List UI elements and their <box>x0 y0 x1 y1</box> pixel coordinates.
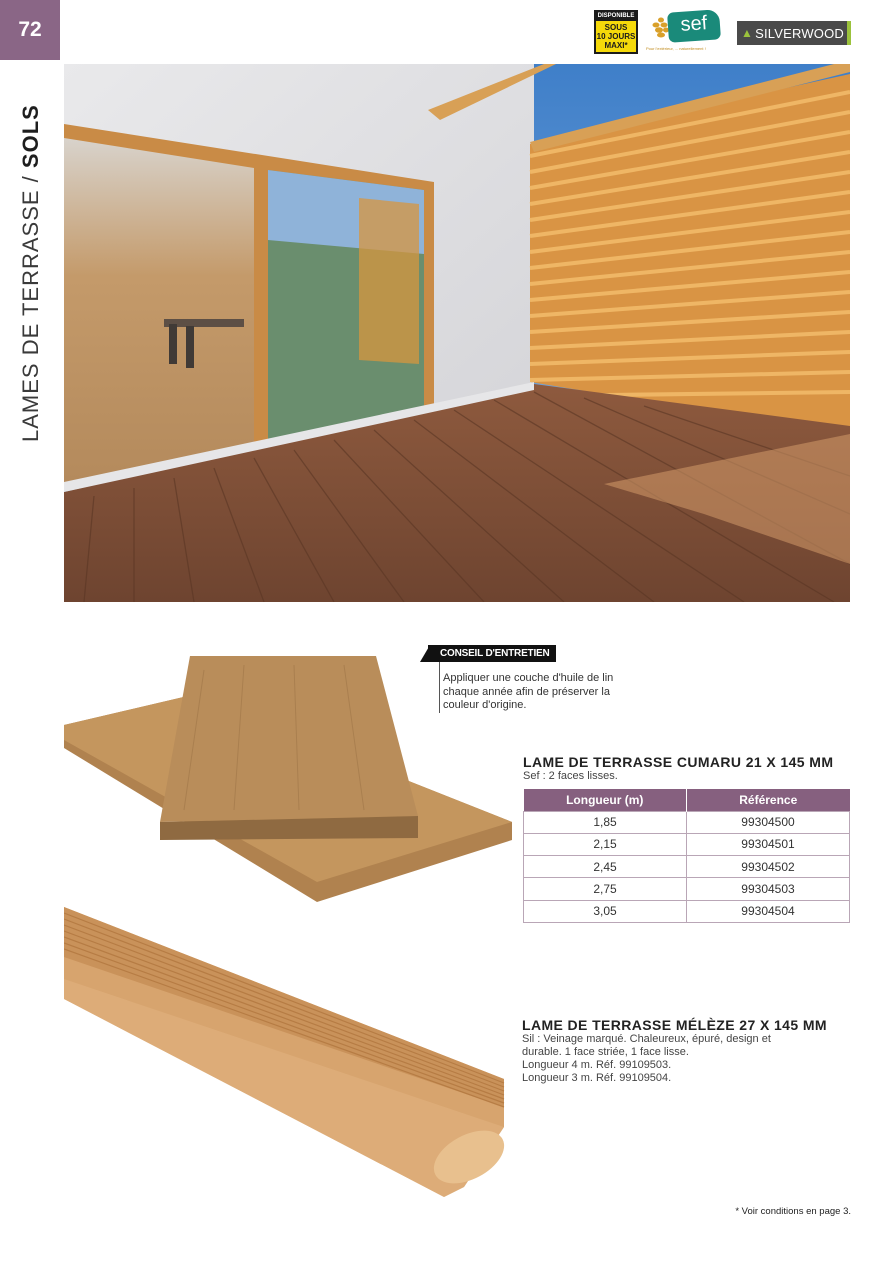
title-separator: / <box>18 168 43 190</box>
footnote: * Voir conditions en page 3. <box>735 1206 851 1217</box>
maintenance-tip <box>428 641 628 713</box>
meleze-line-2: durable. 1 face striée, 1 face lisse. <box>522 1046 689 1058</box>
section-name: SOLS <box>18 104 43 169</box>
table-row <box>524 900 850 922</box>
cumaru-spec-table <box>523 789 850 923</box>
silverwood-logo <box>737 21 851 45</box>
column-header-length: Longueur (m) <box>524 789 687 811</box>
maintenance-tip-label: CONSEIL D'ENTRETIEN <box>428 645 556 662</box>
availability-line-3: MAXI* <box>604 41 628 50</box>
tree-icon: ▲ <box>741 26 754 40</box>
silverwood-brand: SILVERWOOD <box>755 25 845 41</box>
reference-cell: 99304502 <box>687 856 850 878</box>
cumaru-product <box>523 754 850 923</box>
reference-cell: 99304501 <box>687 833 850 855</box>
meleze-title: LAME DE TERRASSE MÉLÈZE 27 X 145 MM <box>522 1017 827 1033</box>
maintenance-tip-text: Appliquer une couche d'huile de lin chaque année afin de préserver la couleur d'origine. <box>439 662 628 713</box>
category-title: LAMES DE TERRASSE <box>18 189 43 442</box>
page-number: 72 <box>0 0 60 60</box>
terrace-illustration <box>64 64 850 602</box>
meleze-line-3: Longueur 4 m. Réf. 99109503. <box>522 1059 672 1071</box>
reference-cell: 99304504 <box>687 900 850 922</box>
availability-line-1: SOUS <box>604 23 628 32</box>
brand-logos <box>594 10 854 56</box>
reference-cell: 99304503 <box>687 878 850 900</box>
meleze-line-4: Longueur 3 m. Réf. 99109504. <box>522 1072 672 1084</box>
section-title <box>18 104 44 442</box>
meleze-line-1: Sil : Veinage marqué. Chaleureux, épuré, design et <box>522 1033 771 1045</box>
availability-line-2: 10 JOURS <box>596 32 636 41</box>
reference-cell: 99304500 <box>687 811 850 833</box>
cumaru-subtitle: Sef : 2 faces lisses. <box>523 770 618 782</box>
length-cell: 2,15 <box>524 833 687 855</box>
table-row <box>524 811 850 833</box>
availability-badge-top: DISPONIBLE <box>597 13 635 19</box>
sef-tagline: Pour l'extérieur, ... naturellement ! <box>646 46 706 51</box>
sef-logo <box>646 10 724 56</box>
availability-badge <box>594 10 638 54</box>
meleze-product <box>522 1017 852 1085</box>
meleze-board-image <box>64 907 509 1199</box>
sef-brand: sef <box>667 9 721 43</box>
length-cell: 2,45 <box>524 856 687 878</box>
table-row <box>524 833 850 855</box>
length-cell: 2,75 <box>524 878 687 900</box>
table-header-row <box>524 789 850 811</box>
column-header-reference: Référence <box>687 789 850 811</box>
terrace-photo <box>64 64 850 602</box>
length-cell: 3,05 <box>524 900 687 922</box>
table-row <box>524 878 850 900</box>
cumaru-title: LAME DE TERRASSE CUMARU 21 X 145 MM <box>523 754 834 770</box>
length-cell: 1,85 <box>524 811 687 833</box>
table-row <box>524 856 850 878</box>
